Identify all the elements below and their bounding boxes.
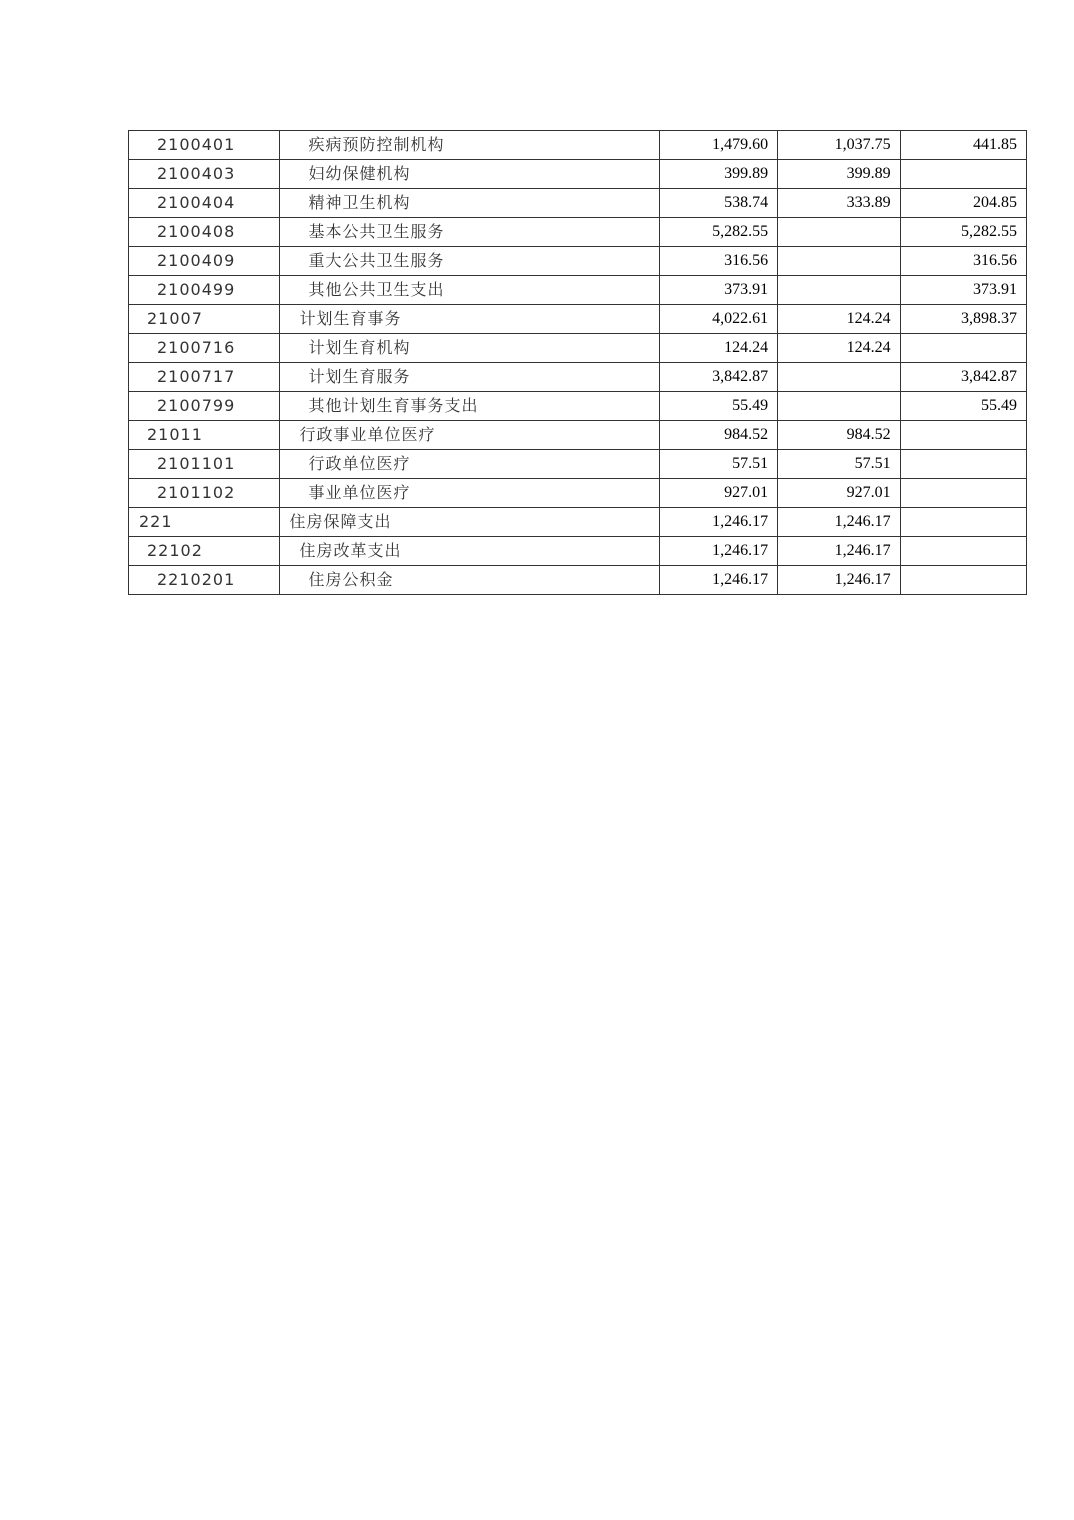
row-project-cell: 5,282.55 bbox=[900, 218, 1026, 247]
row-code-cell: 221 bbox=[129, 508, 280, 537]
table-row bbox=[129, 160, 1027, 189]
row-basic-cell: 399.89 bbox=[778, 160, 900, 189]
row-name-cell: 重大公共卫生服务 bbox=[279, 247, 659, 276]
table-row bbox=[129, 247, 1027, 276]
row-basic-cell: 57.51 bbox=[778, 450, 900, 479]
row-code-cell: 2100408 bbox=[129, 218, 280, 247]
row-basic-cell: 1,246.17 bbox=[778, 566, 900, 595]
table-row bbox=[129, 392, 1027, 421]
row-project-cell bbox=[900, 450, 1026, 479]
row-basic-cell bbox=[778, 218, 900, 247]
row-name-cell: 计划生育机构 bbox=[279, 334, 659, 363]
row-project-cell: 441.85 bbox=[900, 131, 1026, 160]
row-name-cell: 妇幼保健机构 bbox=[279, 160, 659, 189]
row-total-cell: 399.89 bbox=[659, 160, 777, 189]
table-row bbox=[129, 189, 1027, 218]
row-project-cell bbox=[900, 421, 1026, 450]
row-code-cell: 2100799 bbox=[129, 392, 280, 421]
row-total-cell: 57.51 bbox=[659, 450, 777, 479]
row-name-cell: 事业单位医疗 bbox=[279, 479, 659, 508]
row-total-cell: 1,246.17 bbox=[659, 537, 777, 566]
table-row bbox=[129, 479, 1027, 508]
row-basic-cell bbox=[778, 276, 900, 305]
row-code-cell: 2100404 bbox=[129, 189, 280, 218]
row-project-cell: 3,898.37 bbox=[900, 305, 1026, 334]
row-total-cell: 3,842.87 bbox=[659, 363, 777, 392]
row-basic-cell: 1,246.17 bbox=[778, 537, 900, 566]
row-name-cell: 其他公共卫生支出 bbox=[279, 276, 659, 305]
row-total-cell: 55.49 bbox=[659, 392, 777, 421]
row-code-cell: 2100499 bbox=[129, 276, 280, 305]
row-project-cell bbox=[900, 537, 1026, 566]
row-project-cell bbox=[900, 479, 1026, 508]
row-code-cell: 21011 bbox=[129, 421, 280, 450]
row-project-cell: 373.91 bbox=[900, 276, 1026, 305]
row-name-cell: 行政单位医疗 bbox=[279, 450, 659, 479]
row-project-cell: 55.49 bbox=[900, 392, 1026, 421]
row-total-cell: 927.01 bbox=[659, 479, 777, 508]
table-body bbox=[129, 131, 1027, 595]
row-code-cell: 2100717 bbox=[129, 363, 280, 392]
budget-table bbox=[128, 130, 1027, 595]
row-code-cell: 2101102 bbox=[129, 479, 280, 508]
row-code-cell: 2101101 bbox=[129, 450, 280, 479]
row-total-cell: 124.24 bbox=[659, 334, 777, 363]
row-total-cell: 316.56 bbox=[659, 247, 777, 276]
row-total-cell: 4,022.61 bbox=[659, 305, 777, 334]
row-total-cell: 373.91 bbox=[659, 276, 777, 305]
row-project-cell bbox=[900, 334, 1026, 363]
row-name-cell: 计划生育事务 bbox=[279, 305, 659, 334]
table-row bbox=[129, 305, 1027, 334]
row-total-cell: 984.52 bbox=[659, 421, 777, 450]
row-name-cell: 疾病预防控制机构 bbox=[279, 131, 659, 160]
row-project-cell bbox=[900, 566, 1026, 595]
row-total-cell: 1,246.17 bbox=[659, 566, 777, 595]
row-project-cell bbox=[900, 508, 1026, 537]
row-basic-cell: 984.52 bbox=[778, 421, 900, 450]
table-row bbox=[129, 363, 1027, 392]
row-basic-cell: 333.89 bbox=[778, 189, 900, 218]
row-basic-cell: 1,037.75 bbox=[778, 131, 900, 160]
row-project-cell bbox=[900, 160, 1026, 189]
row-name-cell: 住房改革支出 bbox=[279, 537, 659, 566]
row-basic-cell: 1,246.17 bbox=[778, 508, 900, 537]
row-basic-cell bbox=[778, 363, 900, 392]
row-code-cell: 21007 bbox=[129, 305, 280, 334]
row-basic-cell: 124.24 bbox=[778, 305, 900, 334]
row-name-cell: 住房公积金 bbox=[279, 566, 659, 595]
table-row bbox=[129, 276, 1027, 305]
row-name-cell: 行政事业单位医疗 bbox=[279, 421, 659, 450]
row-basic-cell: 124.24 bbox=[778, 334, 900, 363]
row-code-cell: 2100401 bbox=[129, 131, 280, 160]
row-code-cell: 2210201 bbox=[129, 566, 280, 595]
row-project-cell: 204.85 bbox=[900, 189, 1026, 218]
row-total-cell: 538.74 bbox=[659, 189, 777, 218]
row-basic-cell: 927.01 bbox=[778, 479, 900, 508]
row-name-cell: 其他计划生育事务支出 bbox=[279, 392, 659, 421]
row-basic-cell bbox=[778, 247, 900, 276]
row-total-cell: 1,479.60 bbox=[659, 131, 777, 160]
row-code-cell: 2100716 bbox=[129, 334, 280, 363]
row-name-cell: 住房保障支出 bbox=[279, 508, 659, 537]
table-row bbox=[129, 421, 1027, 450]
row-total-cell: 1,246.17 bbox=[659, 508, 777, 537]
row-code-cell: 2100409 bbox=[129, 247, 280, 276]
row-code-cell: 2100403 bbox=[129, 160, 280, 189]
row-name-cell: 计划生育服务 bbox=[279, 363, 659, 392]
row-basic-cell bbox=[778, 392, 900, 421]
table-row bbox=[129, 334, 1027, 363]
row-code-cell: 22102 bbox=[129, 537, 280, 566]
table-row bbox=[129, 218, 1027, 247]
table-row bbox=[129, 537, 1027, 566]
row-project-cell: 3,842.87 bbox=[900, 363, 1026, 392]
row-name-cell: 精神卫生机构 bbox=[279, 189, 659, 218]
table-row bbox=[129, 450, 1027, 479]
table-row bbox=[129, 566, 1027, 595]
row-project-cell: 316.56 bbox=[900, 247, 1026, 276]
row-total-cell: 5,282.55 bbox=[659, 218, 777, 247]
row-name-cell: 基本公共卫生服务 bbox=[279, 218, 659, 247]
table-row bbox=[129, 131, 1027, 160]
table-row bbox=[129, 508, 1027, 537]
